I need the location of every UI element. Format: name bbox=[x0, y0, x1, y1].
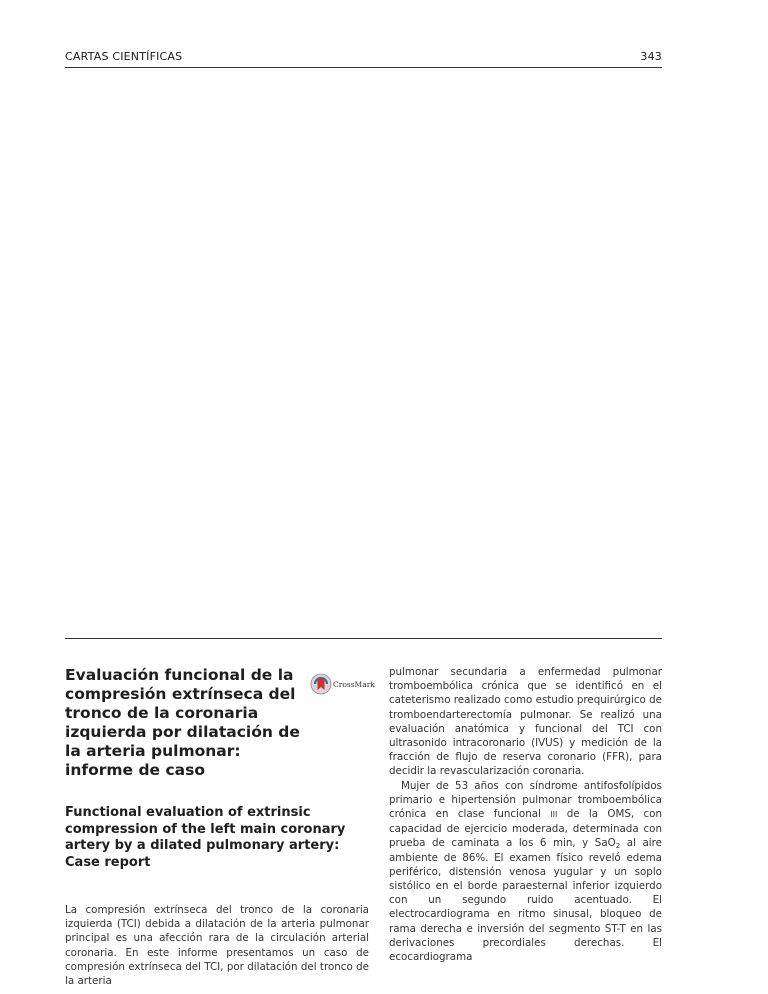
header-divider bbox=[65, 67, 662, 68]
page-number: 343 bbox=[640, 50, 662, 63]
case-text-3: al aire ambiente de 86%. El examen físico reveló edema periférico, distensión venosa yugular y un soplo sistólico en el borde paraesternal inferior izquierdo con un segundo ruido acentuado. El electrocardiograma en ritmo sinusal, bloqueo de rama derecha e inversión del segmento ST-T en las derivaciones precordiales derechas. El ecocardiograma bbox=[389, 837, 662, 964]
case-text-2: de la OMS, con capacidad de ejercicio moderada, determinada con prueba de caminata a los 6 min, y SaO bbox=[389, 808, 663, 850]
running-header bbox=[65, 50, 662, 68]
intro-paragraph-start: La compresión extrínseca del tronco de la coronaria izquierda (TCI) debida a dilatación de la arteria pulmonar principal es una afección rara de la circulación arterial coronaria. En este informe presentamos un caso de compresión extrínseca del TCI, por dilatación del tronco de la arteria bbox=[65, 904, 369, 988]
left-column bbox=[65, 666, 375, 988]
article-divider bbox=[65, 638, 662, 639]
right-column bbox=[389, 665, 662, 964]
functional-class: III bbox=[550, 810, 558, 820]
section-label: CARTAS CIENTÍFICAS bbox=[65, 50, 183, 63]
article-title-english: Functional evaluation of extrinsic compression of the left main coronary artery by a dilated pulmonary artery: Case report bbox=[65, 805, 346, 870]
crossmark-label: CrossMark bbox=[333, 680, 375, 689]
case-text-1: Mujer de 53 años con síndrome antifosfolípidos primario e hipertensión pulmonar tromboembólica crónica en clase funcional bbox=[389, 779, 662, 821]
article-title-spanish: Evaluación funcional de la compresión extrínseca del tronco de la coronaria izquierda por dilatación de la arteria pulmonar: informe de caso bbox=[65, 666, 300, 779]
intro-paragraph-continued: pulmonar secundaria a enfermedad pulmonar tromboembólica crónica que se identificó en el cateterismo realizado como estudio prequirúrgico de tromboendarterectomía pulmonar. Se realizó una evaluación anatómica y funcional del TCI con ultrasonido intracoronario (IVUS) y medición de la fracción de flujo de reserva coronario (FFR), para decidir la revascularización coronaria. bbox=[389, 666, 662, 778]
crossmark-icon[interactable] bbox=[310, 672, 375, 696]
case-paragraph bbox=[389, 779, 662, 965]
oxygen-subscript: 2 bbox=[615, 842, 621, 851]
